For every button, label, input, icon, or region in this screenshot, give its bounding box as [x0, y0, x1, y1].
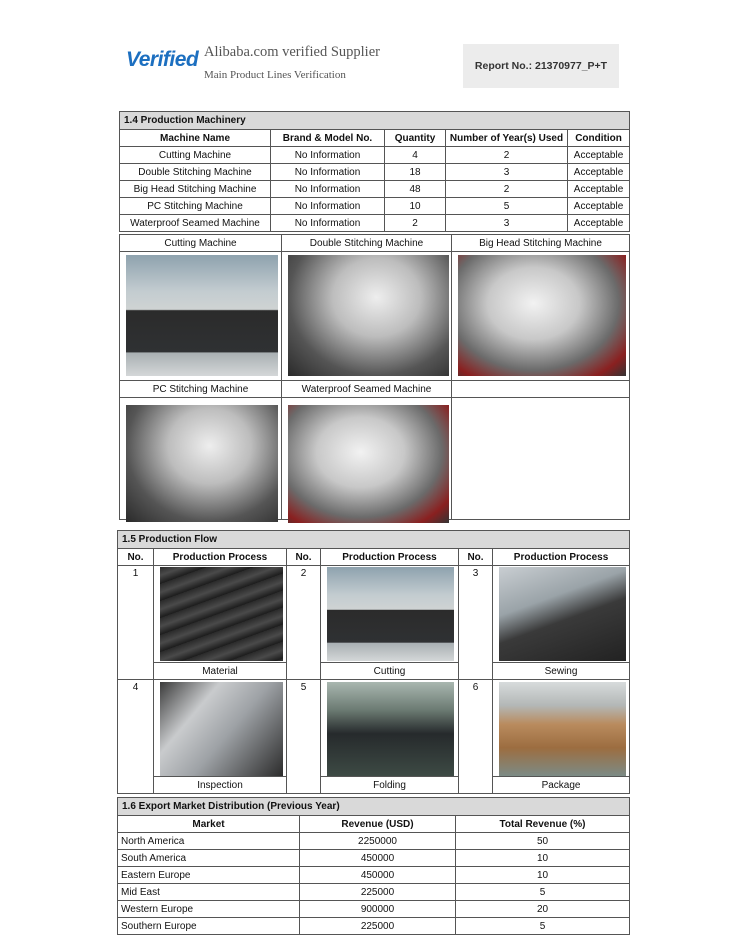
table-row: [120, 181, 630, 198]
table-cell: 225000: [300, 918, 456, 935]
table-cell: 5: [446, 198, 568, 215]
table-cell: 10: [456, 867, 630, 884]
table-cell: Acceptable: [568, 164, 630, 181]
table-cell: Double Stitching Machine: [120, 164, 271, 181]
table-cell: Acceptable: [568, 198, 630, 215]
table-cell: No Information: [271, 147, 385, 164]
material-photo: [160, 567, 283, 661]
photo-label: Waterproof Seamed Machine: [282, 381, 452, 398]
step-label: Material: [154, 663, 287, 680]
table-cell: 2: [385, 215, 446, 232]
table-cell: 900000: [300, 901, 456, 918]
table-cell: Eastern Europe: [118, 867, 300, 884]
table-cell: No Information: [271, 181, 385, 198]
big-head-stitching-machine-photo: [458, 255, 626, 376]
photo-label: Big Head Stitching Machine: [452, 235, 630, 252]
table-cell: 450000: [300, 867, 456, 884]
table-cell: 4: [385, 147, 446, 164]
section-title-flow: 1.5 Production Flow: [118, 531, 630, 549]
table-cell: 10: [456, 850, 630, 867]
table-cell: No Information: [271, 198, 385, 215]
column-header: Machine Name: [120, 130, 271, 147]
column-header: Production Process: [154, 549, 287, 566]
table-cell: 3: [446, 164, 568, 181]
table-row: [120, 215, 630, 232]
table-cell: Big Head Stitching Machine: [120, 181, 271, 198]
table-cell: Acceptable: [568, 147, 630, 164]
table-cell: Mid East: [118, 884, 300, 901]
column-header: Condition: [568, 130, 630, 147]
double-stitching-machine-photo: [288, 255, 449, 376]
table-cell: No Information: [271, 215, 385, 232]
step-label: Sewing: [493, 663, 630, 680]
column-header: Number of Year(s) Used: [446, 130, 568, 147]
step-label: Folding: [321, 777, 459, 794]
table-cell: No Information: [271, 164, 385, 181]
column-header: Total Revenue (%): [456, 816, 630, 833]
column-header: Revenue (USD): [300, 816, 456, 833]
table-row: [118, 901, 630, 918]
waterproof-seamed-machine-photo: [288, 405, 449, 523]
export-market-table: [117, 797, 630, 935]
column-header: Brand & Model No.: [271, 130, 385, 147]
column-header: Production Process: [493, 549, 630, 566]
column-header: No.: [287, 549, 321, 566]
column-header: Quantity: [385, 130, 446, 147]
pc-stitching-machine-photo: [126, 405, 278, 522]
table-cell: 50: [456, 833, 630, 850]
step-number: 6: [459, 680, 493, 794]
table-row: [120, 164, 630, 181]
verified-logo: Verified: [126, 48, 199, 71]
table-cell: South America: [118, 850, 300, 867]
table-header-row: [118, 549, 630, 566]
table-row: [118, 867, 630, 884]
photo-label: Double Stitching Machine: [282, 235, 452, 252]
section-title-machinery: 1.4 Production Machinery: [120, 112, 630, 130]
table-row: [118, 833, 630, 850]
photo-label: Cutting Machine: [120, 235, 282, 252]
table-cell: 48: [385, 181, 446, 198]
table-cell: Cutting Machine: [120, 147, 271, 164]
table-cell: Waterproof Seamed Machine: [120, 215, 271, 232]
table-row: [120, 147, 630, 164]
column-header: No.: [118, 549, 154, 566]
table-cell: 5: [456, 884, 630, 901]
table-header-row: [118, 816, 630, 833]
inspection-photo: [160, 682, 283, 776]
column-header: No.: [459, 549, 493, 566]
table-cell: Southern Europe: [118, 918, 300, 935]
cutting-photo: [327, 567, 454, 661]
step-number: 3: [459, 566, 493, 680]
table-cell: 2: [446, 147, 568, 164]
step-label: Cutting: [321, 663, 459, 680]
table-cell: North America: [118, 833, 300, 850]
column-header: Market: [118, 816, 300, 833]
supplier-subtitle: Main Product Lines Verification: [204, 69, 346, 81]
table-row: [118, 918, 630, 935]
step-number: 5: [287, 680, 321, 794]
cutting-machine-photo: [126, 255, 278, 376]
step-number: 4: [118, 680, 154, 794]
table-cell: 2250000: [300, 833, 456, 850]
table-cell: Western Europe: [118, 901, 300, 918]
package-photo: [499, 682, 626, 776]
table-cell: PC Stitching Machine: [120, 198, 271, 215]
folding-photo: [327, 682, 454, 776]
supplier-title: Alibaba.com verified Supplier: [204, 44, 380, 60]
table-row: [120, 198, 630, 215]
table-cell: 3: [446, 215, 568, 232]
photo-label: PC Stitching Machine: [120, 381, 282, 398]
table-cell: 18: [385, 164, 446, 181]
table-cell: 10: [385, 198, 446, 215]
step-number: 1: [118, 566, 154, 680]
table-cell: 5: [456, 918, 630, 935]
table-row: [118, 884, 630, 901]
column-header: Production Process: [321, 549, 459, 566]
step-number: 2: [287, 566, 321, 680]
machinery-table: [119, 111, 630, 232]
table-cell: 2: [446, 181, 568, 198]
table-header-row: [120, 130, 630, 147]
table-row: [118, 850, 630, 867]
report-number: Report No.: 21370977_P+T: [463, 44, 619, 88]
table-cell: Acceptable: [568, 215, 630, 232]
step-label: Package: [493, 777, 630, 794]
table-cell: Acceptable: [568, 181, 630, 198]
step-label: Inspection: [154, 777, 287, 794]
section-title-export: 1.6 Export Market Distribution (Previous Year): [118, 798, 630, 816]
table-cell: 450000: [300, 850, 456, 867]
table-cell: 225000: [300, 884, 456, 901]
sewing-photo: [499, 567, 626, 661]
table-cell: 20: [456, 901, 630, 918]
